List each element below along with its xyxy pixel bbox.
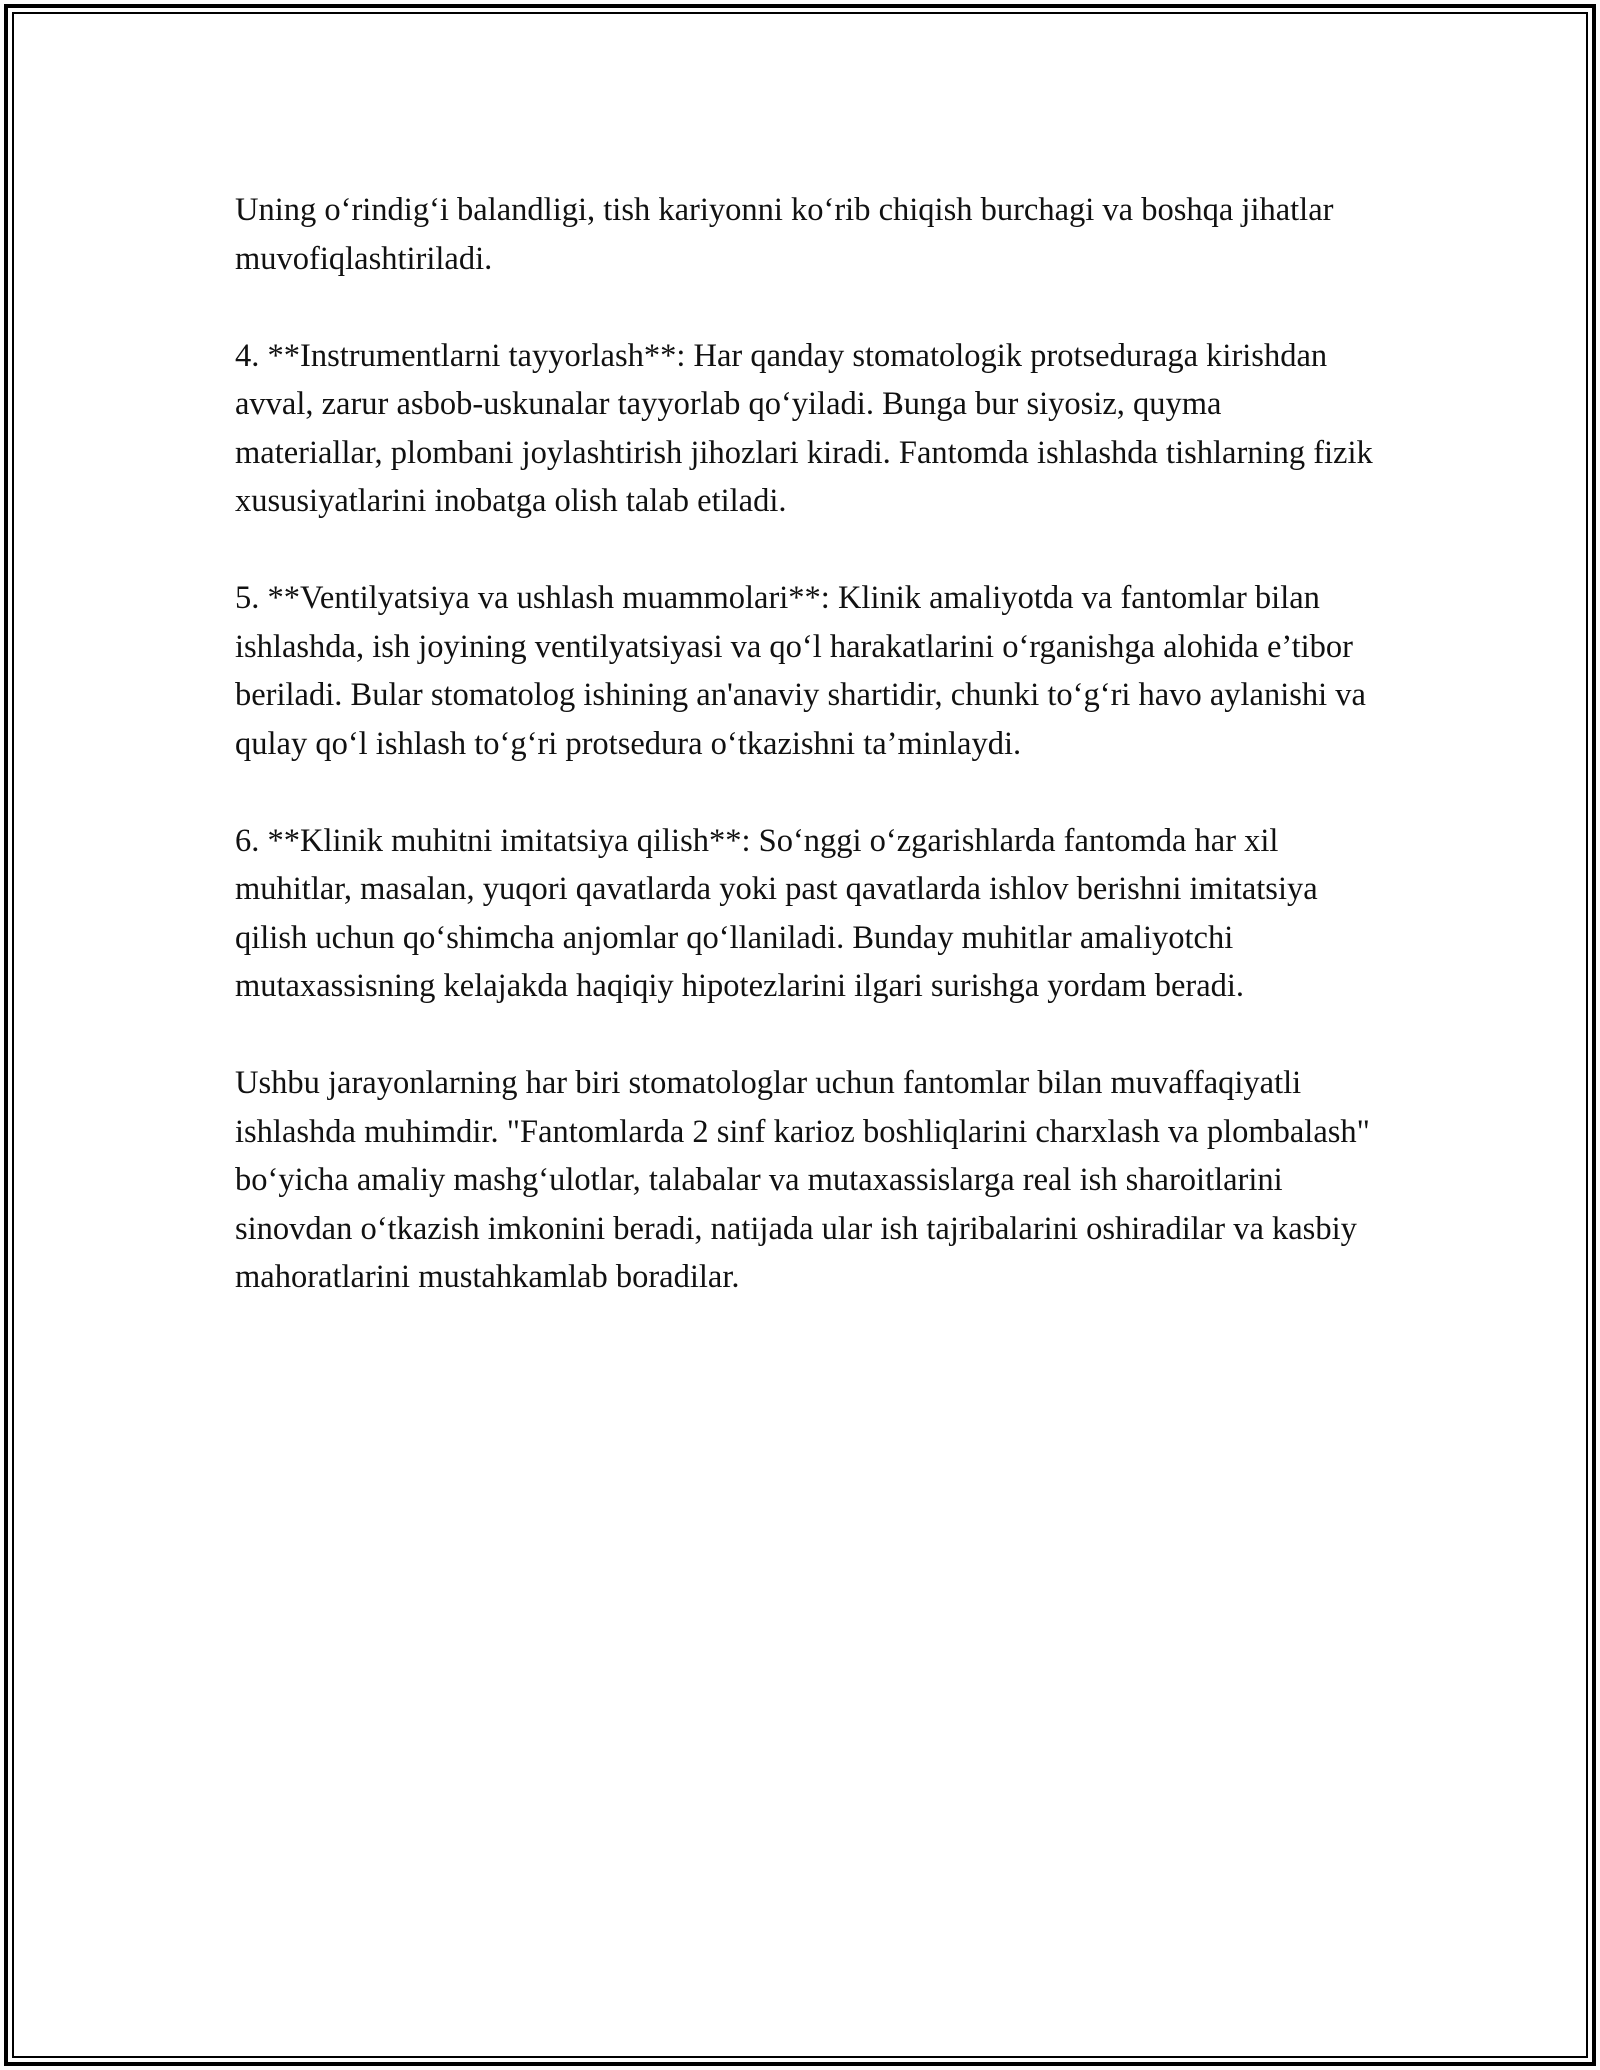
paragraph-intro: Uning o‘rindig‘i balandligi, tish kariyonni ko‘rib chiqish burchagi va boshqa jihatlar muvofiqlashtiriladi. xyxy=(235,192,1334,277)
paragraph-item-4: 4. **Instrumentlarni tayyorlash**: Har qanday stomatologik protseduraga kirishdan avval, zarur asbob-uskunalar tayyorlab qo‘yiladi. Bunga bur siyosiz, quyma materiallar, plombani joylashtirish jihozlari kiradi. Fantomda ishlashda tishlarning fizik xususiyatlarini inobatga olish talab etiladi. xyxy=(235,337,1373,519)
paragraph-item-5: 5. **Ventilyatsiya va ushlash muammolari**: Klinik amaliyotda va fantomlar bilan ishlashda, ish joyining ventilyatsiyasi va qo‘l harakatlarini o‘rganishga alohida e’tibor beriladi. Bular stomatolog ishining an'anaviy shartidir, chunki to‘g‘ri havo aylanishi va qulay qo‘l ishlash to‘g‘ri protsedura o‘tkazishni ta’minlaydi. xyxy=(235,580,1366,762)
paragraph-item-6: 6. **Klinik muhitni imitatsiya qilish**: So‘nggi o‘zgarishlarda fantomda har xil muhitlar, masalan, yuqori qavatlarda yoki past qavatlarda ishlov berishni imitatsiya qilish uchun qo‘shimcha anjomlar qo‘llaniladi. Bunday muhitlar amaliyotchi mutaxassisning kelajakda haqiqiy hipotezlarini ilgari surishga yordam beradi. xyxy=(235,822,1318,1004)
document-body xyxy=(235,186,1375,1350)
paragraph-conclusion: Ushbu jarayonlarning har biri stomatologlar uchun fantomlar bilan muvaffaqiyatli ishlashda muhimdir. "Fantomlarda 2 sinf karioz boshliqlarini charxlash va plombalash" bo‘yicha amaliy mashg‘ulotlar, talabalar va mutaxassislarga real ish sharoitlarini sinovdan o‘tkazish imkonini beradi, natijada ular ish tajribalarini oshiradilar va kasbiy mahoratlarini mustahkamlab boradilar. xyxy=(235,1065,1370,1295)
